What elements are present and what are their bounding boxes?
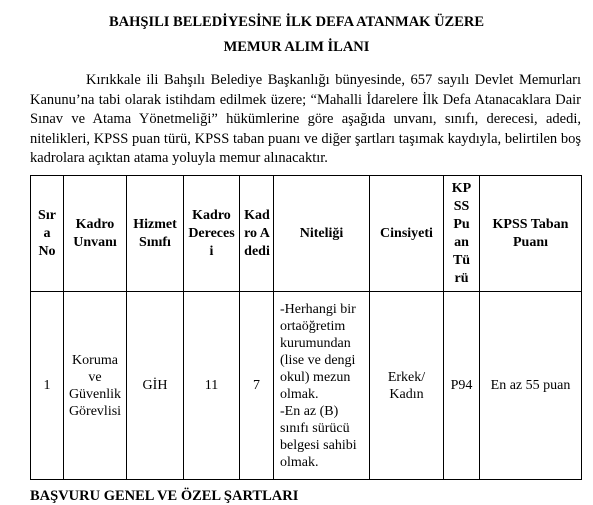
announcement-title: BAHŞILI BELEDİYESİNE İLK DEFA ATANMAK ÜZERE	[108, 14, 485, 30]
header-kadro-adedi: Kadro Adedi	[240, 176, 274, 292]
header-kpss-taban-puani: KPSS Taban Puanı	[480, 176, 582, 292]
cell-hizmet-sinifi: GİH	[127, 292, 184, 480]
vacancy-table	[30, 175, 582, 480]
table-row	[31, 292, 582, 480]
header-kadro-derecesi: Kadro Derecesi	[184, 176, 240, 292]
qualification-education: -Herhangi bir ortaöğretim kurumundan (lise ve dengi okul) mezun olmak.	[280, 301, 356, 402]
header-kpss-puan-turu: KPSS Puan Türü	[444, 176, 480, 292]
header-niteligi: Niteliği	[274, 176, 370, 292]
qualification-license: -En az (B) sınıfı sürücü belgesi sahibi olmak.	[280, 403, 357, 470]
cell-kpss-taban-puani: En az 55 puan	[480, 292, 582, 480]
intro-paragraph: Kırıkkale ili Bahşılı Belediye Başkanlığı bünyesinde, 657 sayılı Devlet Memurları Kanunu’na tabi olarak istihdam edilmek üzere; “Mahalli İdarelere İlk Defa Atanacaklara Dair Sınav ve Atama Yönetmeliği” hükümlerine göre aşağıda unvanı, sınıfı, derecesi, adedi, nitelikleri, KPSS puan türü, KPSS taban puanı ve diğer şartları taşımak kaydıyla, belirtilen boş kadrolara açıktan atama yoluyla memur alınacaktır.	[30, 72, 581, 166]
table-header-row	[31, 176, 582, 292]
cell-kpss-puan-turu: P94	[444, 292, 480, 480]
cell-sira-no: 1	[31, 292, 64, 480]
header-hizmet-sinifi: Hizmet Sınıfı	[127, 176, 184, 292]
header-sira-no: Sıra No	[31, 176, 64, 292]
cell-niteligi	[274, 292, 370, 480]
cell-kadro-adedi: 7	[240, 292, 274, 480]
header-kadro-unvani: Kadro Unvanı	[64, 176, 127, 292]
cell-kadro-derecesi: 11	[184, 292, 240, 480]
section-heading-application-conditions: BAŞVURU GENEL VE ÖZEL ŞARTLARI	[30, 488, 299, 504]
announcement-subtitle: MEMUR ALIM İLANI	[223, 39, 370, 55]
header-cinsiyeti: Cinsiyeti	[370, 176, 444, 292]
cell-kadro-unvani: Koruma ve Güvenlik Görevlisi	[64, 292, 127, 480]
cell-cinsiyeti: Erkek/ Kadın	[370, 292, 444, 480]
